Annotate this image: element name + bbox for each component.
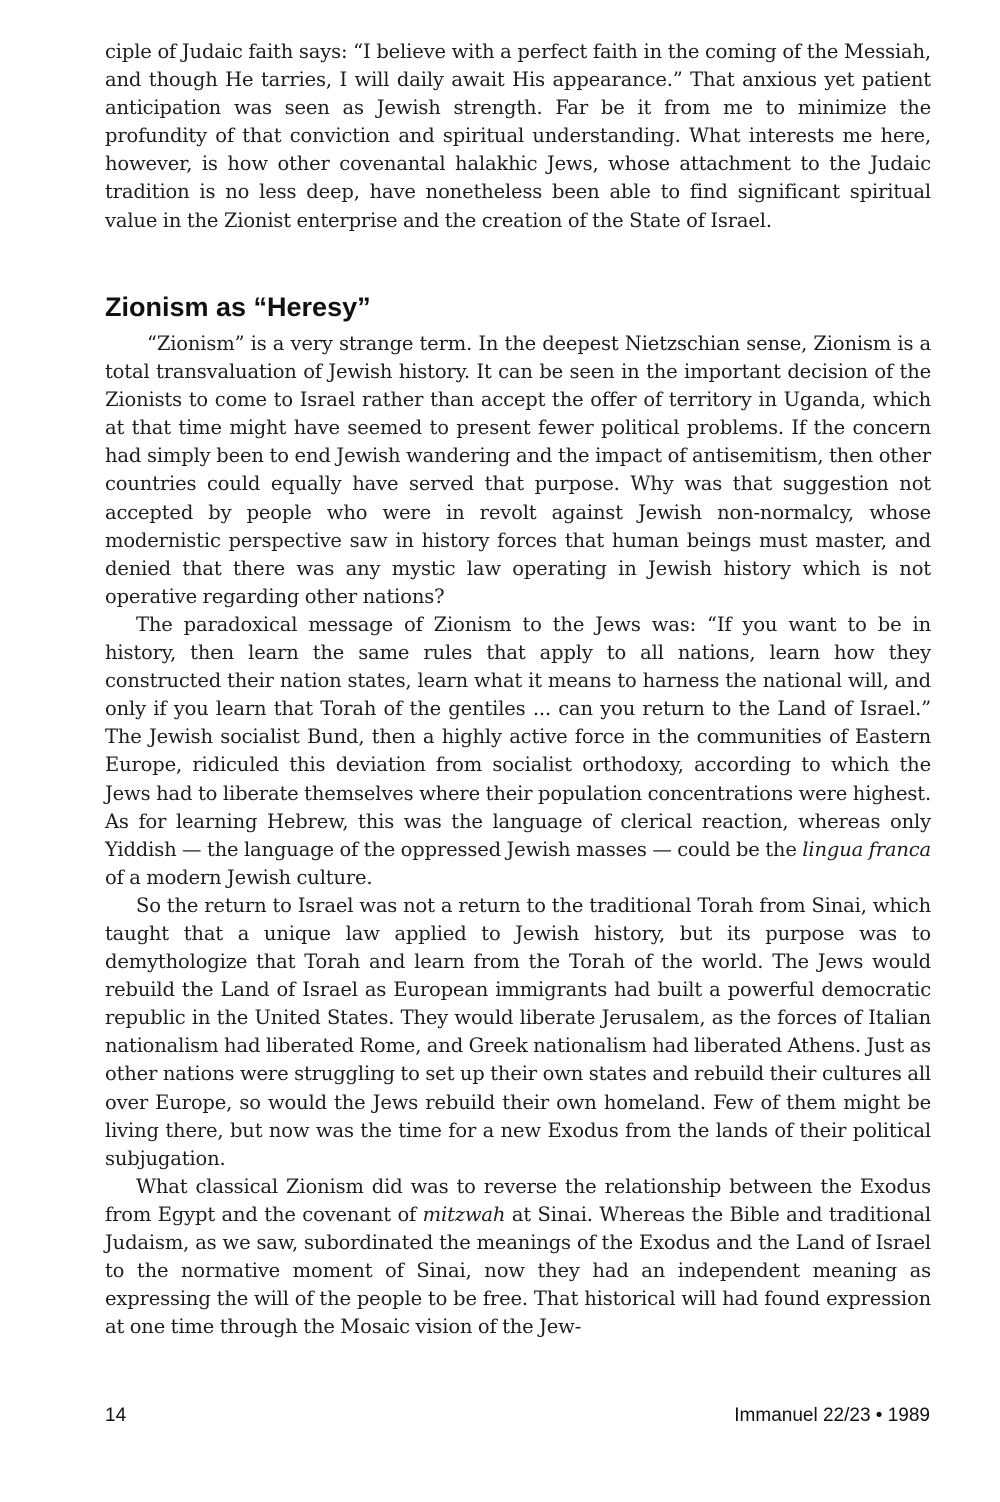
page-number: 14 <box>105 1405 127 1426</box>
intro-paragraph: ciple of Judaic faith says: “I believe with a perfect faith in the coming of the Messiah, and though He tarries, I will daily await His appearance.” That anxious yet patient anticipation was seen as Jewish strength. Far be it from me to minimize the profundity of that conviction and spiritual understanding. What interests me here, however, is how other covenantal halakhic Jews, whose attachment to the Judaic tradition is no less deep, have nonetheless been able to find significant spiritual value in the Zionist enterprise and the creation of the State of Israel. <box>105 40 931 232</box>
paragraph-4-text-before: What classical Zionism did was to reverse the relationship between the Exodus from Egypt and the covenant of <box>105 1174 931 1226</box>
paragraph-2-italic-term: lingua franca <box>802 837 932 861</box>
paragraph-4-text-after: at Sinai. Whereas the Bible and traditional Judaism, as we saw, subordinated the meanings of the Exodus and the Land of Israel to the normative moment of Sinai, now they had an independent meaning as expressing the will of the people to be free. That historical will had found expression at one time through the Mosaic vision of the Jew- <box>105 1202 931 1339</box>
journal-citation: Immanuel 22/23 • 1989 <box>734 1405 930 1426</box>
intro-text <box>105 38 931 235</box>
body-paragraph-3: So the return to Israel was not a return to the traditional Torah from Sinai, which taught that a unique law applied to Jewish history, but its purpose was to demythologize that Torah and learn from the Torah of the world. The Jews would rebuild the Land of Israel as European immigrants had built a powerful democratic republic in the United States. They would liberate Jerusalem, as the forces of Italian nationalism had liberated Rome, and Greek nationalism had liberated Athens. Just as other nations were struggling to set up their own states and rebuild their cultures all over Europe, so would the Jews rebuild their own homeland. Few of them might be living there, but now was the time for a new Exodus from the lands of their political subjugation. <box>105 893 931 1170</box>
paragraph-2-text-before: The paradoxical message of Zionism to the Jews was: “If you want to be in history, then learn the same rules that apply to all nations, learn how they constructed their nation states, learn what it means to harness the national will, and only if you learn that Torah of the gentiles ... can you return to the Land of Israel.” The Jewish socialist Bund, then a highly active force in the communities of Eastern Europe, ridiculed this deviation from socialist orthodoxy, according to which the Jews had to liberate themselves where their population concentrations were highest. As for learning Hebrew, this was the language of clerical reaction, whereas only Yiddish — the language of the oppressed Jewish masses — could be the <box>105 612 931 861</box>
paragraph-4-italic-term: mitzwah <box>422 1202 506 1226</box>
body-paragraph-2 <box>105 611 931 892</box>
paragraph-2-text-after: of a modern Jewish culture. <box>105 865 373 889</box>
section-body <box>105 330 931 1341</box>
body-paragraph-1: “Zionism” is a very strange term. In the deepest Nietzschian sense, Zionism is a total transvaluation of Jewish history. It can be seen in the important decision of the Zionists to come to Israel rather than accept the offer of territory in Uganda, which at that time might have seemed to present fewer political problems. If the concern had simply been to end Jewish wandering and the impact of antisemitism, then other countries could equally have served that purpose. Why was that suggestion not accepted by people who were in revolt against Jewish non-normalcy, whose modernistic perspective saw in history forces that human beings must master, and denied that there was any mystic law operating in Jewish history which is not operative regarding other nations? <box>105 332 931 608</box>
section-heading: Zionism as “Heresy” <box>105 292 371 322</box>
body-paragraph-4 <box>105 1173 931 1342</box>
